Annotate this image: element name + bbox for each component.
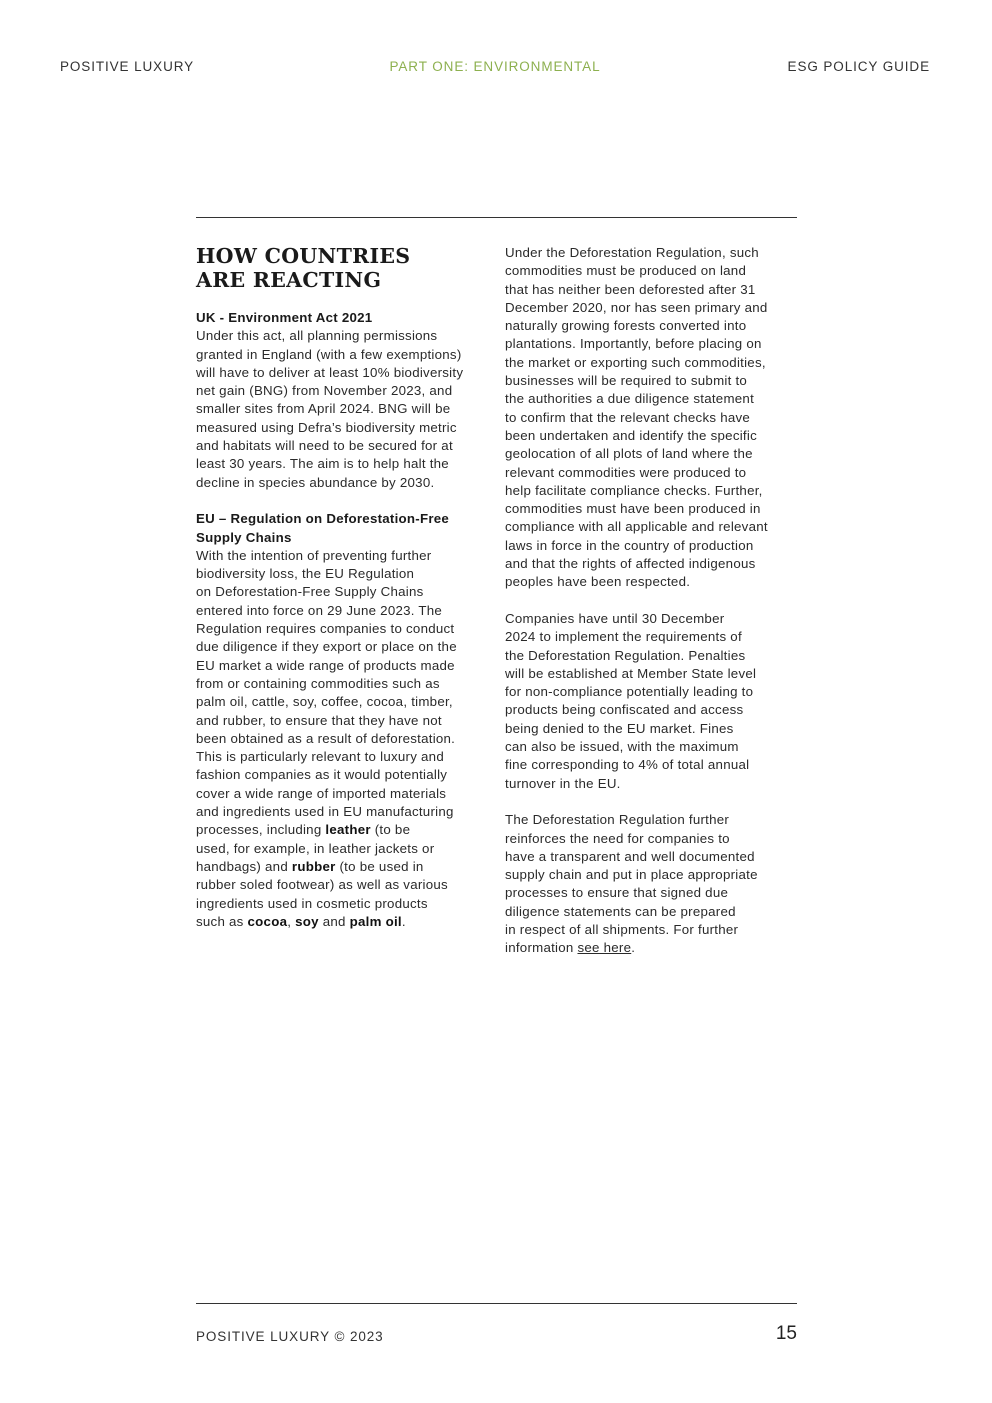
text-fragment: handbags) and: [196, 858, 292, 874]
text-line: entered into force on 29 June 2023. The: [196, 602, 443, 618]
text-line: relevant commodities were produced to: [505, 464, 747, 480]
text-line: [505, 939, 800, 957]
footer-copyright: POSITIVE LUXURY © 2023: [196, 1329, 384, 1344]
text-fragment: (to be used in: [335, 858, 424, 874]
text-line: to confirm that the relevant checks have: [505, 409, 751, 425]
text-line: fashion companies as it would potentially: [196, 767, 448, 783]
keyword-palm-oil: palm oil: [349, 913, 402, 929]
text-line: peoples have been respected.: [505, 574, 691, 590]
keyword-leather: leather: [325, 822, 371, 838]
text-line: The Deforestation Regulation further: [505, 812, 730, 828]
text-line: This is particularly relevant to luxury and: [196, 749, 444, 765]
text-line: been obtained as a result of deforestation.: [196, 730, 456, 746]
text-line: rubber soled footwear) as well as various: [196, 877, 448, 893]
text-line: Under the Deforestation Regulation, such: [505, 245, 759, 260]
text-line: that has neither been deforested after 31: [505, 281, 756, 297]
deadline-penalties-paragraph: [505, 610, 800, 793]
text-line: cover a wide range of imported materials: [196, 785, 447, 801]
keyword-soy: soy: [295, 913, 319, 929]
text-line: least 30 years. The aim is to help halt the: [196, 456, 449, 472]
text-line: December 2020, nor has seen primary and: [505, 299, 768, 315]
text-line: compliance with all applicable and relevant: [505, 519, 768, 535]
text-line: on Deforestation-Free Supply Chains: [196, 584, 424, 600]
text-line: supply chain and put in place appropriate: [505, 867, 758, 883]
regulation-requirements-paragraph: [505, 244, 800, 592]
text-line: in respect of all shipments. For further: [505, 921, 739, 937]
text-line: fine corresponding to 4% of total annual: [505, 757, 750, 773]
supply-chain-paragraph: [505, 811, 800, 957]
text-line: measured using Defra’s biodiversity metric: [196, 419, 457, 435]
text-fragment: such as: [196, 913, 248, 929]
header-section-label: PART ONE: ENVIRONMENTAL: [389, 59, 601, 74]
text-line: and habitats will need to be secured for at: [196, 438, 453, 454]
text-line: businesses will be required to submit to: [505, 373, 748, 389]
text-line: geolocation of all plots of land where the: [505, 446, 753, 462]
uk-section: [196, 309, 494, 492]
text-line: for non-compliance potentially leading to: [505, 684, 754, 700]
see-here-link[interactable]: see here: [577, 940, 632, 956]
text-line: the market or exporting such commodities,: [505, 354, 766, 370]
section-title-line: ARE REACTING: [196, 268, 382, 292]
text-line: Under this act, all planning permissions: [196, 328, 438, 344]
text-line: [196, 913, 494, 931]
text-line: and rubber, to ensure that they have not: [196, 712, 442, 728]
text-fragment: .: [401, 913, 406, 929]
section-title-line: HOW COUNTRIES: [196, 244, 411, 268]
eu-body: [196, 547, 494, 931]
top-divider: [196, 217, 797, 218]
eu-heading-line: EU – Regulation on Deforestation-Free: [196, 511, 450, 527]
text-line: Companies have until 30 December: [505, 610, 725, 626]
section-title: [196, 244, 494, 292]
text-line: laws in force in the country of production: [505, 537, 754, 553]
text-line: the Deforestation Regulation. Penalties: [505, 647, 746, 663]
text-fragment: (to be: [370, 822, 411, 838]
text-line: plantations. Importantly, before placing on: [505, 336, 762, 352]
text-line: been undertaken and identify the specific: [505, 427, 757, 443]
header-document-title: ESG POLICY GUIDE: [787, 59, 930, 74]
text-line: EU market a wide range of products made: [196, 657, 455, 673]
eu-heading-line: Supply Chains: [196, 529, 292, 545]
text-line: naturally growing forests converted into: [505, 318, 747, 334]
text-line: help facilitate compliance checks. Further,: [505, 482, 763, 498]
text-line: and ingredients used in EU manufacturing: [196, 804, 454, 820]
text-line: net gain (BNG) from November 2023, and: [196, 383, 453, 399]
text-fragment: processes, including: [196, 822, 326, 838]
text-fragment: .: [631, 940, 636, 956]
uk-body: [196, 327, 494, 492]
text-line: have a transparent and well documented: [505, 848, 755, 864]
text-line: will have to deliver at least 10% biodiversity: [196, 364, 464, 380]
text-fragment: and: [318, 913, 350, 929]
right-column: [505, 244, 800, 958]
text-fragment: ,: [287, 913, 296, 929]
text-line: [196, 858, 494, 876]
page-number: 15: [775, 1323, 797, 1344]
text-line: reinforces the need for companies to: [505, 830, 730, 846]
text-line: biodiversity loss, the EU Regulation: [196, 566, 415, 582]
text-line: being denied to the EU market. Fines: [505, 720, 734, 736]
text-line: will be established at Member State level: [505, 665, 757, 681]
text-fragment: information: [505, 940, 578, 956]
keyword-rubber: rubber: [291, 858, 336, 874]
keyword-cocoa: cocoa: [247, 913, 288, 929]
text-line: the authorities a due diligence statement: [505, 391, 755, 407]
text-line: 2024 to implement the requirements of: [505, 629, 742, 645]
text-line: diligence statements can be prepared: [505, 903, 736, 919]
text-line: With the intention of preventing further: [196, 547, 432, 563]
text-line: Regulation requires companies to conduct: [196, 621, 455, 637]
text-line: used, for example, in leather jackets or: [196, 840, 435, 856]
header-brand: POSITIVE LUXURY: [60, 59, 195, 74]
text-line: [196, 821, 494, 839]
text-line: decline in species abundance by 2030.: [196, 474, 435, 490]
text-line: can also be issued, with the maximum: [505, 739, 739, 755]
text-line: granted in England (with a few exemptions): [196, 346, 462, 362]
text-line: commodities must be produced on land: [505, 263, 747, 279]
text-line: palm oil, cattle, soy, coffee, cocoa, timber,: [196, 694, 453, 710]
text-line: smaller sites from April 2024. BNG will be: [196, 401, 451, 417]
text-line: due diligence if they export or place on the: [196, 639, 457, 655]
text-line: from or containing commodities such as: [196, 675, 440, 691]
text-line: turnover in the EU.: [505, 775, 621, 791]
eu-section: [196, 510, 494, 931]
page-header: [60, 59, 930, 75]
left-column: [196, 244, 494, 949]
eu-heading: [196, 510, 494, 547]
text-line: commodities must have been produced in: [505, 501, 761, 517]
text-line: and that the rights of affected indigenous: [505, 556, 756, 572]
bottom-divider: [196, 1303, 797, 1304]
text-line: processes to ensure that signed due: [505, 885, 729, 901]
text-line: ingredients used in cosmetic products: [196, 895, 428, 911]
uk-heading: UK - Environment Act 2021: [196, 310, 373, 325]
text-line: products being confiscated and access: [505, 702, 744, 718]
